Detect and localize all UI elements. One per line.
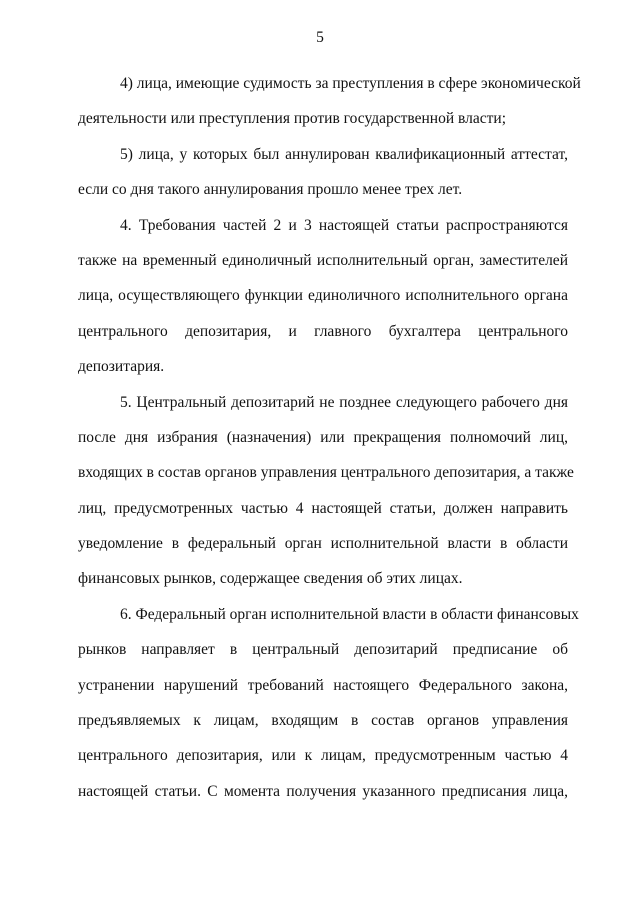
document-body [78, 66, 581, 809]
paragraph-item-5 [78, 137, 568, 208]
text-line: 4. Требования частей 2 и 3 настоящей статьи распространяются [120, 216, 568, 234]
page-number: 5 [316, 29, 324, 46]
text-line: 4) лица, имеющие судимость за преступления в сфере экономической [120, 75, 581, 92]
text-line: входящих в состав органов управления центрального депозитария, а также [78, 464, 574, 482]
text-line: 6. Федеральный орган исполнительной власти в области финансовых [120, 605, 579, 623]
text-line: депозитария. [78, 358, 165, 376]
text-line: рынков направляет в центральный депозитарий предписание об [78, 641, 568, 659]
text-line: центрального депозитария, и главного бухгалтера центрального [78, 322, 568, 340]
text-line: настоящей статьи. С момента получения указанного предписания лица, [78, 782, 568, 800]
paragraph-part-6 [78, 597, 579, 809]
paragraph-part-5 [78, 385, 574, 597]
text-line: 5. Центральный депозитарий не позднее следующего рабочего дня [120, 393, 568, 411]
text-line: если со дня такого аннулирования прошло менее трех лет. [78, 181, 463, 199]
text-line: лица, осуществляющего функции единоличного исполнительного органа [78, 287, 568, 305]
paragraph-item-4 [78, 66, 581, 137]
paragraph-part-4 [78, 208, 568, 385]
text-line: также на временный единоличный исполнительный орган, заместителей [78, 251, 568, 269]
text-line: после дня избрания (назначения) или прекращения полномочий лиц, [78, 428, 568, 446]
text-line: 5) лица, у которых был аннулирован квалификационный аттестат, [120, 145, 568, 163]
text-line: деятельности или преступления против государственной власти; [78, 110, 506, 128]
text-line: устранении нарушений требований настоящего Федерального закона, [78, 676, 568, 694]
text-line: уведомление в федеральный орган исполнительной власти в области [78, 535, 568, 553]
text-line: центрального депозитария, или к лицам, предусмотренным частью 4 [78, 747, 568, 765]
text-line: лиц, предусмотренных частью 4 настоящей статьи, должен направить [78, 499, 568, 517]
text-line: предъявляемых к лицам, входящим в состав органов управления [78, 712, 568, 730]
text-line: финансовых рынков, содержащее сведения об этих лицах. [78, 570, 463, 588]
